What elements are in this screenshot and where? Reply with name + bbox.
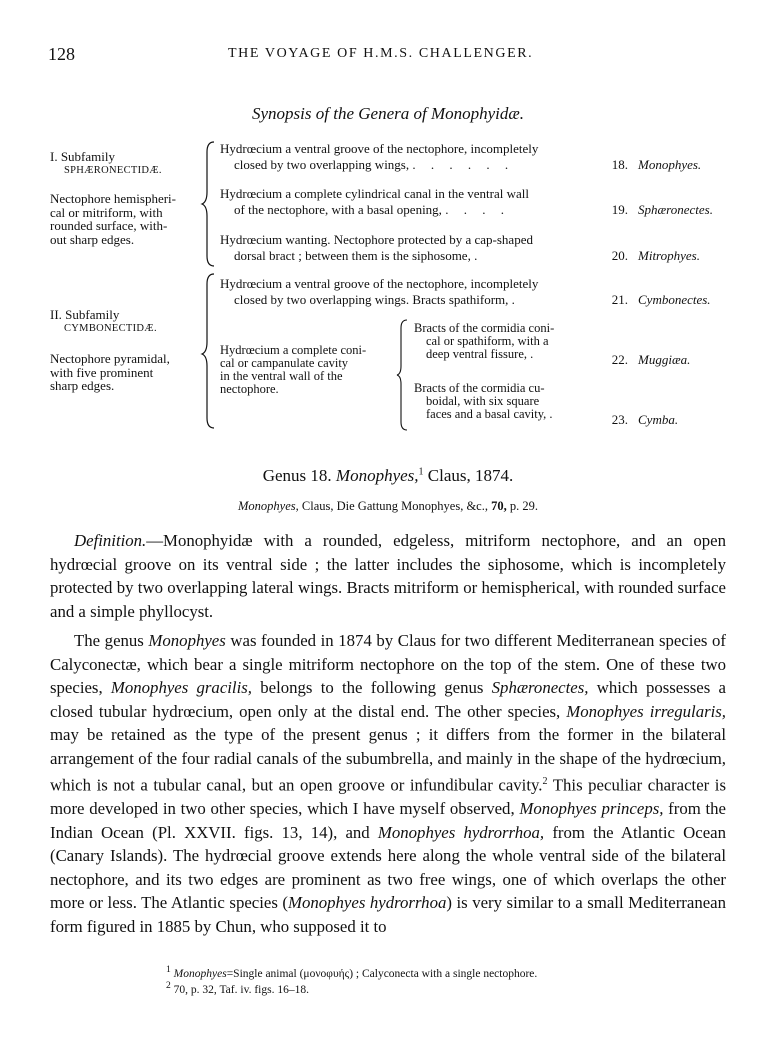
group-line: cal or campanulate cavity [220,356,349,370]
sub-entry-line: faces and a basal cavity, . [426,407,553,421]
page-number: 128 [48,44,75,64]
cymbonectid-sub-brace [396,318,410,432]
subfamily2-name: CYMBONECTIDÆ. [64,323,157,334]
dot-leader: . . . . [445,202,510,217]
synopsis-entry [220,141,600,173]
dot-leader: . [511,292,521,307]
genus-number: 22. [611,352,628,367]
genus-name: Mitrophyes. [638,248,700,263]
synopsis-entry [220,186,600,218]
genus-heading-name: Monophyes, [335,466,419,485]
footnote-text: =Single animal (μονοφυής) ; Calyconecta with a single nectophore. [226,967,538,980]
footnote-1 [166,964,537,980]
discussion-paragraph: The genus Monophyes was founded in 1874 by Claus for two different Mediterranean species of Calyconectæ, which bear a single mitriform nectophore on the top of the stem. One of these two species, Monophyes gracilis, belongs to the following genus Sphæronectes, which possesses a closed tubular hydrœcium, open only at the distal end. The other species, Monophyes irregularis, may be retained as the type of the present genus ; it differs from the former in the bilateral arrangement of the four radial canals of the subumbrella, and mainly in the shape of the hydrœcium, which is not a tubular canal, but an open groove or infundibular cavity.$^2$ This peculiar character is more developed in two other species, which I have myself observed, Monophyes princeps, from the Indian Ocean (Pl. XXVII. figs. 13, 14), and Monophyes hydrorrhoa, from the Atlantic Ocean (Canary Islands). The hydrœcial groove extends here along the whole ventral side of the bilateral nectophore, and its two edges are prominent as two free wings, one of which overlaps the other more or less. The Atlantic species (Monophyes hydrorrhoa) is very similar to a small Mediterranean form figured in 1885 by Chun, who supposed it to [50,631,726,936]
genus-number: 19. [611,202,628,217]
footnote-ref: 1 [418,466,424,478]
subfamily2-desc-line: Nectophore pyramidal, [50,351,170,366]
synopsis-entry [220,232,600,264]
body-text [50,529,726,938]
entry-line: closed by two overlapping wings, [234,157,410,172]
footnote-text: 70, p. 32, Taf. iv. figs. 16–18. [173,983,309,996]
footnote-ref: 2 [542,776,548,787]
genus-name: Monophyes. [638,157,702,172]
entry-line: Hydrœcium a complete cylindrical canal in the ventral wall [220,186,529,201]
footnote-mark: 2 [166,980,171,991]
group-line: nectophore. [220,382,279,396]
bibliographic-reference [0,499,776,514]
reference-genus: Monophyes, [238,499,299,513]
sub-entry-line: cal or spathiform, with a [426,334,549,348]
subfamily2-label [50,308,157,336]
subfamily1-brace [200,140,218,270]
genus-name: Cymba. [638,412,679,427]
subfamily1-desc-line: out sharp edges. [50,231,135,247]
genus-heading-prefix: Genus 18. [262,466,332,485]
cymbonectid-group-text [220,344,396,396]
group-line: in the ventral wall of the [220,369,343,383]
genus-name: Cymbonectes. [638,292,711,307]
reference-page: p. 29. [509,499,538,513]
subfamily2-brace [200,272,218,432]
subfamily1-desc-line: Nectophore hemispheri- [50,191,176,206]
sub-entry-line: Bracts of the cormidia coni- [414,321,555,335]
reference-text: Claus, Die Gattung Monophyes, &c., [301,499,488,513]
genus-name: Sphæronectes. [638,202,713,217]
entry-line: Hydrœcium a ventral groove of the nectophore, incompletely [220,141,539,156]
sub-entry-cymba [414,382,598,421]
genus-name: Muggiæa. [638,352,691,367]
subfamily1-desc-line: rounded surface, with- [50,218,168,233]
entry-line: dorsal bract ; between them is the siphosome, [234,248,471,263]
entry-line: Hydrœcium a ventral groove of the nectophore, incompletely [220,276,539,291]
group-line: Hydrœcium a complete coni- [220,343,367,357]
synopsis-title: Synopsis of the Genera of Monophyidæ. [252,104,524,123]
entry-line: of the nectophore, with a basal opening, [234,202,442,217]
footnote-term: Monophyes [173,967,227,980]
genus-number: 18. [611,157,628,172]
definition-paragraph [50,529,726,623]
sub-entry-line: Bracts of the cormidia cu- [414,381,545,395]
subfamily2-desc-line: with five prominent [50,364,154,380]
subfamily1-name: SPHÆRONECTIDÆ. [64,165,162,176]
footnote-mark: 1 [166,964,171,975]
subfamily1-label [50,150,162,178]
definition-text: —Monophyidæ with a rounded, edgeless, mitriform nectophore, and an open hydrœcial groove on its ventral side ; the latter includes the siphosome, which is incompletely protected by two overlapping lateral wings. Bracts mitriform or hemispherical, with rounded surface and a simple phyllocyst. [50,531,726,621]
sub-entry-muggiaea [414,322,598,361]
footnote-2 [166,980,309,996]
subfamily2-prefix: II. Subfamily [50,307,120,322]
genus-number: 21. [611,292,628,307]
genus-heading-authority: Claus, 1874. [427,466,514,485]
subfamily1-prefix: I. Subfamily [50,149,115,164]
dot-leader: . [474,248,484,263]
entry-line: closed by two overlapping wings. Bracts spathiform, [234,292,509,307]
entry-line: Hydrœcium wanting. Nectophore protected by a cap-shaped [220,232,533,247]
subfamily2-description [50,352,210,393]
sub-entry-line: deep ventral fissure, . [426,347,534,361]
genus-number: 23. [611,412,628,427]
dot-leader: . . . . . . [412,157,515,172]
genus-number: 20. [611,248,628,263]
subfamily1-description [50,192,210,246]
subfamily2-desc-line: sharp edges. [50,378,115,393]
subfamily1-desc-line: cal or mitriform, with [50,204,163,220]
running-title: THE VOYAGE OF H.M.S. CHALLENGER. [228,46,534,61]
sub-entry-line: boidal, with six square [426,394,540,408]
reference-volume: 70, [491,499,507,513]
genus-heading [0,466,776,486]
synopsis-entry [220,276,600,308]
definition-label: Definition. [74,531,147,550]
